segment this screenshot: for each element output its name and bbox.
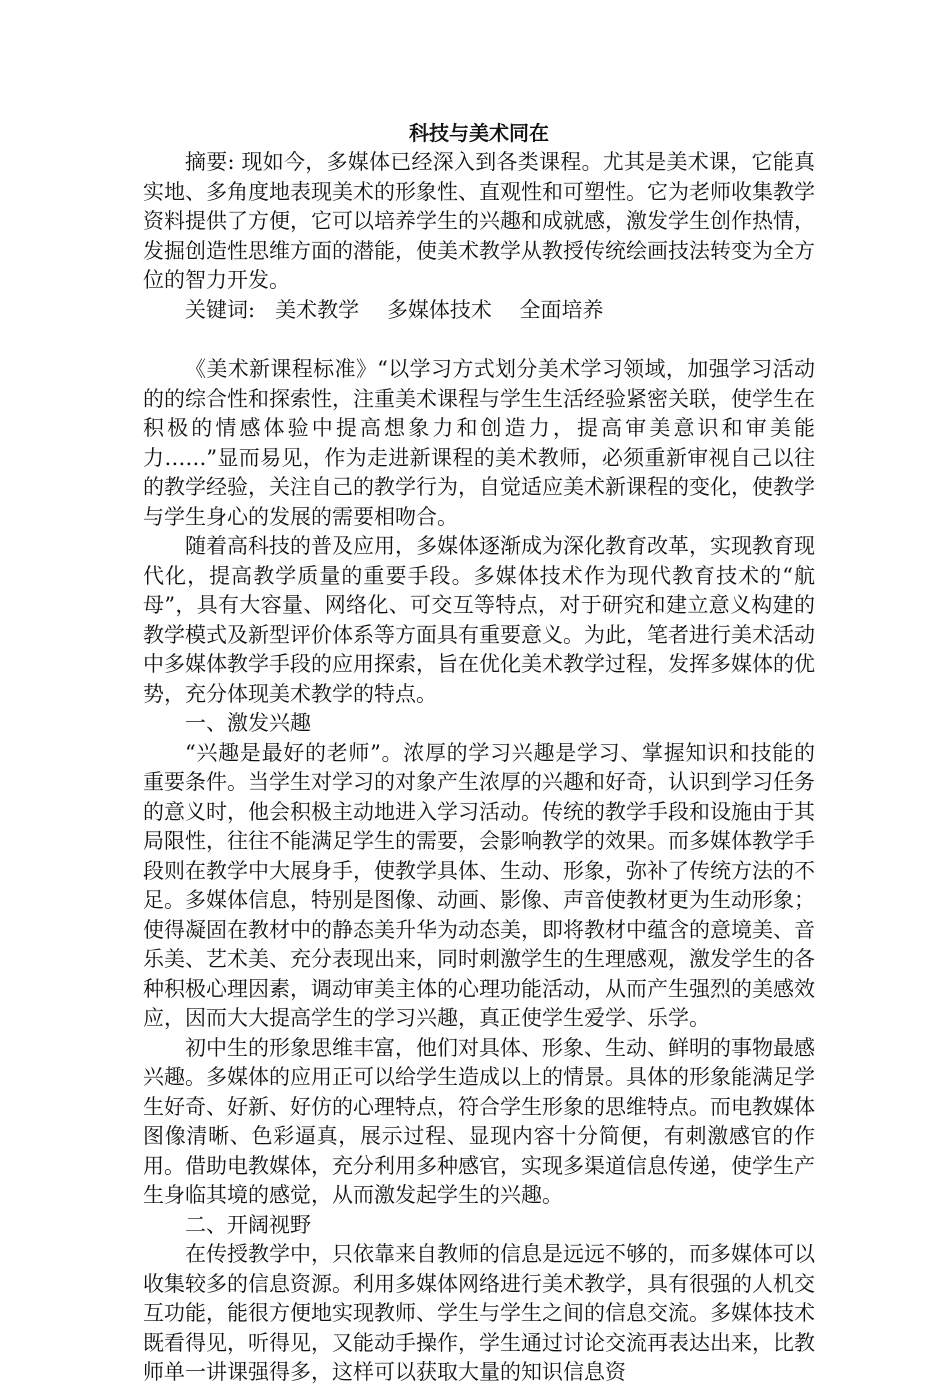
section-heading: 一、激发兴趣	[185, 711, 311, 735]
document-body	[143, 116, 815, 1388]
body-paragraph: 随着高科技的普及应用，多媒体逐渐成为深化教育改革，实现教育现代化，提高教学质量的重要手段。多媒体技术作为现代教育技术的“航母”，具有大容量、网络化、可交互等特点，对于研究和建立意义构建的教学模式及新型评价体系等方面具有重要意义。为此，笔者进行美术活动中多媒体教学手段的应用探索，旨在优化美术教学过程，发挥多媒体的优势，充分体现美术教学的特点。	[143, 534, 815, 706]
keywords-line	[143, 296, 815, 326]
section-heading: 二、开阔视野	[185, 1212, 311, 1237]
abstract-paragraph: 摘要: 现如今，多媒体已经深入到各类课程。尤其是美术课，它能真实地、多角度地表现美术的形象性、直观性和可塑性。它为老师收集教学资料提供了方便，它可以培养学生的兴趣和成就感，激发学生创作热情，发掘创造性思维方面的潜能，使美术教学从教授传统绘画技法转变为全方位的智力开发。	[143, 150, 815, 292]
keyword: 美术教学	[275, 297, 360, 322]
body-paragraph: 《美术新课程标准》“以学习方式划分美术学习领域，加强学习活动的的综合性和探索性，注重美术课程与学生生活经验紧密关联，使学生在积极的情感体验中提高想象力和创造力，提高审美意识和审美能力……”显而易见，作为走进新课程的美术教师，必须重新审视自己以往的教学经验，关注自己的教学行为，自觉适应美术新课程的变化，使教学与学生身心的发展的需要相吻合。	[143, 357, 815, 529]
keyword: 多媒体技术	[386, 297, 492, 322]
document-title: 科技与美术同在	[409, 121, 549, 145]
body-paragraph: 在传授教学中，只依靠来自教师的信息是远远不够的，而多媒体可以收集较多的信息资源。利用多媒体网络进行美术教学，具有很强的人机交互功能，能很方便地实现教师、学生与学生之间的信息交流。多媒体技术既看得见，听得见，又能动手操作，学生通过讨论交流再表达出来，比教师单一讲课强得多，这样可以获取大量的知识信息资	[143, 1242, 815, 1384]
body-paragraph: 初中生的形象思维丰富，他们对具体、形象、生动、鲜明的事物最感兴趣。多媒体的应用正可以给学生造成以上的情景。具体的形象能满足学生好奇、好新、好仿的心理特点，符合学生形象的思维特点。而电教媒体图像清晰、色彩逼真，展示过程、显现内容十分简便，有刺激感官的作用。借助电教媒体，充分利用多种感官，实现多渠道信息传递，使学生产生身临其境的感觉，从而激发起学生的兴趣。	[143, 1035, 815, 1207]
body-paragraph: “兴趣是最好的老师”。浓厚的学习兴趣是学习、掌握知识和技能的重要条件。当学生对学习的对象产生浓厚的兴趣和好奇，认识到学习任务的意义时，他会积极主动地进入学习活动。传统的教学手段和设施由于其局限性，往往不能满足学生的需要，会影响教学的效果。而多媒体教学手段则在教学中大展身手，使教学具体、生动、形象，弥补了传统方法的不足。多媒体信息，特别是图像、动画、影像、声音使教材更为生动形象；使得凝固在教材中的静态美升华为动态美，即将教材中蕴含的意境美、音乐美、艺术美、充分表现出来，同时刺激学生的生理感观，激发学生的各种积极心理因素，调动审美主体的心理功能活动，从而产生强烈的美感效应，因而大大提高学生的学习兴趣，真正使学生爱学、乐学。	[143, 740, 815, 1030]
keywords-label: 关键词:	[185, 297, 256, 322]
blank-line	[143, 325, 815, 355]
keyword: 全面培养	[519, 297, 604, 322]
